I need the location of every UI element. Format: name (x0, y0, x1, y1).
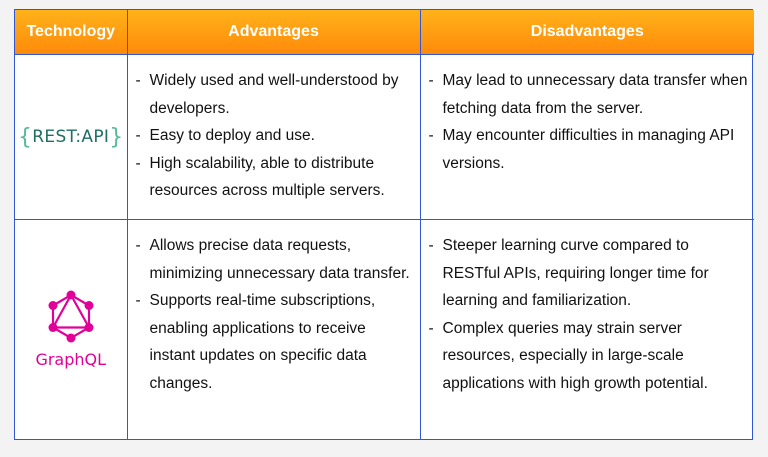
header-disadvantages: Disadvantages (420, 10, 754, 55)
advantages-list (128, 220, 420, 397)
list-item: - Complex queries may strain server resources, especially in large-scale applications with high growth potential. (428, 319, 708, 392)
list-item: - Steeper learning curve compared to RESTful APIs, requiring longer time for learning and familiarization. (428, 237, 709, 309)
list-item: - Allows precise data requests, minimizing unnecessary data transfer. (135, 237, 410, 282)
left-brace-icon: { (17, 124, 33, 150)
advantages-cell-rest (127, 55, 420, 220)
disadvantages-list (421, 55, 755, 177)
list-item: - May lead to unnecessary data transfer when fetching data from the server. (428, 72, 748, 117)
list-item: - Easy to deploy and use. (135, 127, 315, 144)
header-technology: Technology (15, 10, 127, 55)
list-item: - Widely used and well-understood by developers. (135, 72, 399, 117)
technology-cell-rest (15, 55, 127, 220)
list-item: - Supports real-time subscriptions, enabling applications to receive instant updates on specific data changes. (135, 292, 376, 392)
rest-api-label: REST:API (32, 126, 110, 147)
advantages-list (128, 55, 420, 205)
header-row (15, 10, 754, 55)
comparison-table (15, 10, 754, 439)
technology-cell-graphql (15, 220, 127, 440)
right-brace-icon: } (109, 124, 124, 150)
disadvantages-list (421, 220, 755, 397)
rest-api-logo (18, 125, 124, 150)
table-row (15, 55, 754, 220)
list-item: - May encounter difficulties in managing API versions. (428, 127, 735, 172)
graphql-label: GraphQL (35, 349, 107, 369)
table-row (15, 220, 754, 440)
advantages-cell-graphql (127, 220, 420, 440)
disadvantages-cell-graphql (420, 220, 754, 440)
comparison-table-container (14, 9, 753, 440)
list-item: - High scalability, able to distribute resources across multiple servers. (135, 154, 385, 199)
header-advantages: Advantages (127, 10, 420, 55)
graphql-logo-icon (46, 290, 96, 344)
disadvantages-cell-rest (420, 55, 754, 220)
